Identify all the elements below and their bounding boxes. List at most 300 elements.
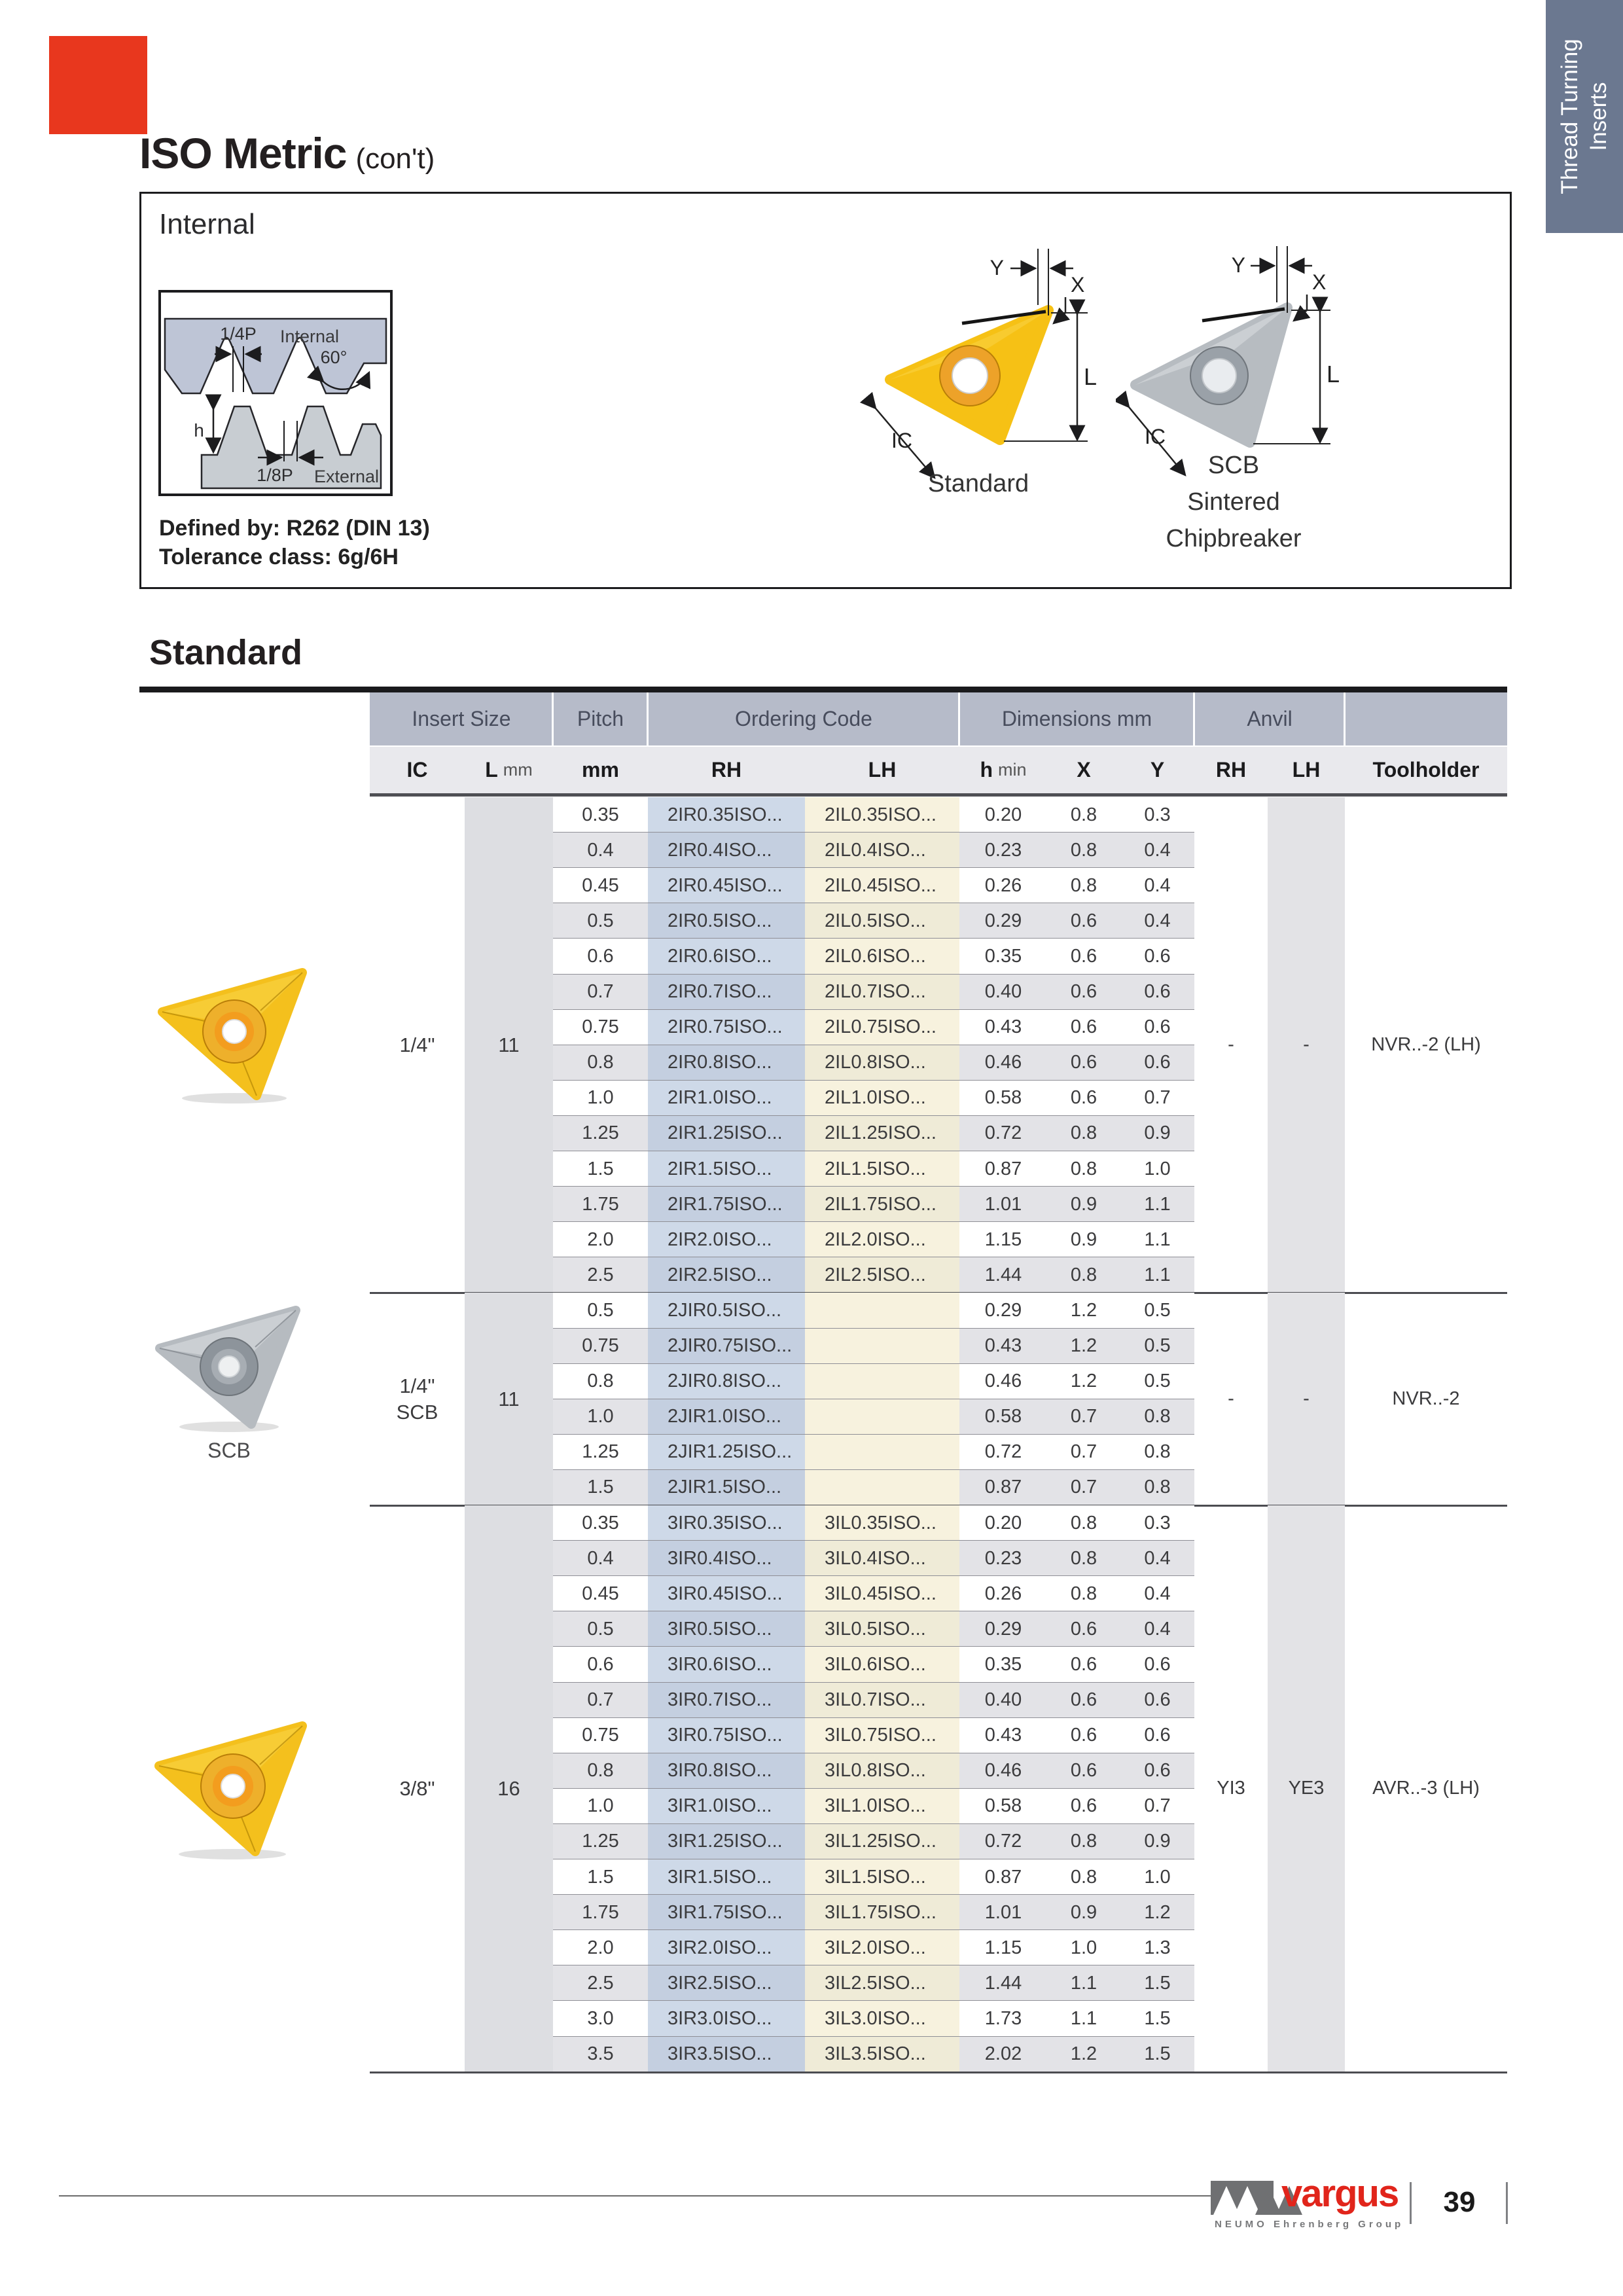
- cell-ordering-code-rh: 3IR2.0ISO...: [648, 1930, 805, 1965]
- group-anvil-lh: -: [1268, 1293, 1345, 1505]
- group-anvil-rh: -: [1228, 1388, 1234, 1410]
- column-group-header: Anvil: [1247, 707, 1293, 730]
- dim-label-x: X: [1071, 273, 1085, 296]
- cell-ordering-code-lh: 3IL0.35ISO...: [805, 1505, 959, 1541]
- cell-y: 0.4: [1120, 1541, 1194, 1576]
- cell-ordering-code-lh: 2IL0.7ISO...: [805, 975, 959, 1010]
- cell-ordering-code-lh: 3IL2.0ISO...: [805, 1930, 959, 1965]
- cell-y: 0.8: [1120, 1470, 1194, 1505]
- cell-y: 0.6: [1120, 1683, 1194, 1718]
- page-number-divider-right: [1506, 2182, 1508, 2224]
- column-header-h: [959, 747, 1047, 793]
- page-number: 39: [1443, 2186, 1476, 2218]
- group-ic-value: 1/4": [399, 1374, 435, 1397]
- cell-pitch: 2.5: [553, 1965, 648, 2001]
- cell-x: 0.8: [1047, 1576, 1120, 1611]
- column-header-label: Toolholder: [1372, 758, 1480, 781]
- cell-ordering-code-lh: 3IL0.6ISO...: [805, 1647, 959, 1682]
- cell-pitch: 0.75: [553, 1718, 648, 1753]
- cell-ordering-code-rh: 2IR0.75ISO...: [648, 1010, 805, 1045]
- insert-photo-standard-threeeighths: [147, 1700, 321, 1861]
- cell-h-min: 0.23: [959, 833, 1047, 868]
- header-divider: [552, 692, 554, 745]
- column-group-header: Ordering Code: [735, 707, 872, 730]
- cell-x: 0.8: [1047, 1151, 1120, 1187]
- cell-x: 0.7: [1047, 1399, 1120, 1435]
- column-header-unit: mm: [503, 760, 533, 780]
- cell-ordering-code-lh: 2IL0.35ISO...: [805, 797, 959, 833]
- cell-h-min: 0.23: [959, 1541, 1047, 1576]
- cell-ordering-code-rh: 3IR0.5ISO...: [648, 1611, 805, 1647]
- defined-by-text: Defined by: R262 (DIN 13): [159, 516, 430, 541]
- group-ic-value: 3/8": [399, 1776, 435, 1800]
- cell-h-min: 2.02: [959, 2037, 1047, 2072]
- cell-ordering-code-rh: 2JIR0.8ISO...: [648, 1364, 805, 1399]
- standard-insert-caption: Standard: [927, 470, 1029, 497]
- column-header-label: RH: [711, 758, 742, 781]
- dim-label-y: Y: [1231, 253, 1245, 277]
- cell-x: 0.6: [1047, 1081, 1120, 1116]
- cell-ordering-code-lh: [805, 1329, 959, 1364]
- scb-insert-diagram: [1116, 236, 1351, 484]
- cell-ordering-code-lh: 3IL3.5ISO...: [805, 2037, 959, 2072]
- cell-h-min: 0.40: [959, 1683, 1047, 1718]
- cell-ordering-code-lh: 3IL1.5ISO...: [805, 1859, 959, 1895]
- cell-y: 0.7: [1120, 1081, 1194, 1116]
- group-insert-size: [370, 1293, 465, 1505]
- cell-ordering-code-lh: 3IL1.0ISO...: [805, 1789, 959, 1824]
- cell-h-min: 0.35: [959, 939, 1047, 974]
- cell-y: 0.6: [1120, 975, 1194, 1010]
- cell-ordering-code-rh: 2IR0.35ISO...: [648, 797, 805, 833]
- cell-y: 1.3: [1120, 1930, 1194, 1965]
- cell-h-min: 0.72: [959, 1824, 1047, 1859]
- cell-h-min: 1.01: [959, 1187, 1047, 1222]
- cell-ordering-code-lh: 3IL2.5ISO...: [805, 1965, 959, 2001]
- cell-x: 0.6: [1047, 903, 1120, 939]
- cell-h-min: 0.26: [959, 868, 1047, 903]
- cell-ordering-code-lh: 2IL1.75ISO...: [805, 1187, 959, 1222]
- cell-ordering-code-rh: 2JIR1.5ISO...: [648, 1470, 805, 1505]
- cell-ordering-code-lh: 2IL1.5ISO...: [805, 1151, 959, 1187]
- cell-h-min: 0.35: [959, 1647, 1047, 1682]
- cell-pitch: 1.5: [553, 1151, 648, 1187]
- cell-y: 0.4: [1120, 1576, 1194, 1611]
- cell-h-min: 0.29: [959, 1611, 1047, 1647]
- cell-x: 1.2: [1047, 1364, 1120, 1399]
- cell-y: 0.6: [1120, 1647, 1194, 1682]
- cell-ordering-code-rh: 2JIR1.0ISO...: [648, 1399, 805, 1435]
- cell-pitch: 0.5: [553, 903, 648, 939]
- group-l-value: 11: [465, 1293, 553, 1505]
- cell-ordering-code-rh: 2IR2.5ISO...: [648, 1257, 805, 1293]
- cell-ordering-code-lh: 3IL0.8ISO...: [805, 1753, 959, 1789]
- cell-pitch: 1.25: [553, 1824, 648, 1859]
- cell-h-min: 0.87: [959, 1859, 1047, 1895]
- cell-pitch: 0.8: [553, 1364, 648, 1399]
- cell-y: 0.6: [1120, 1753, 1194, 1789]
- cell-h-min: 0.43: [959, 1010, 1047, 1045]
- column-header-label: Y: [1150, 758, 1165, 781]
- cell-h-min: 0.29: [959, 1293, 1047, 1328]
- cell-ordering-code-lh: 2IL0.45ISO...: [805, 868, 959, 903]
- cell-ordering-code-rh: 3IR1.5ISO...: [648, 1859, 805, 1895]
- cell-y: 0.8: [1120, 1399, 1194, 1435]
- cell-x: 0.8: [1047, 797, 1120, 833]
- cell-x: 1.1: [1047, 1965, 1120, 2001]
- cell-x: 1.0: [1047, 1930, 1120, 1965]
- cell-pitch: 0.75: [553, 1329, 648, 1364]
- header-divider: [647, 692, 649, 745]
- cell-h-min: 1.44: [959, 1257, 1047, 1293]
- side-tab-text: [1546, 0, 1623, 233]
- cell-h-min: 1.73: [959, 2001, 1047, 2036]
- cell-ordering-code-lh: 2IL0.6ISO...: [805, 939, 959, 974]
- cell-ordering-code-rh: 2JIR0.5ISO...: [648, 1293, 805, 1328]
- cell-h-min: 0.58: [959, 1789, 1047, 1824]
- column-header-label: LH: [868, 758, 897, 781]
- group-insert-size: [370, 1505, 465, 2072]
- page-number-divider-left: [1410, 2182, 1412, 2224]
- page-title-suffix: (con't): [355, 143, 435, 175]
- cell-ordering-code-lh: 3IL0.5ISO...: [805, 1611, 959, 1647]
- cell-ordering-code-lh: 3IL0.75ISO...: [805, 1718, 959, 1753]
- column-header-lh: [805, 747, 959, 793]
- side-tab-thread-turning-inserts: [1546, 0, 1623, 233]
- group-toolholder: NVR..-2: [1392, 1388, 1460, 1410]
- group-anvil-lh: -: [1268, 797, 1345, 1293]
- cell-y: 0.6: [1120, 1010, 1194, 1045]
- cell-x: 0.7: [1047, 1470, 1120, 1505]
- cell-x: 0.6: [1047, 1010, 1120, 1045]
- cell-pitch: 1.5: [553, 1859, 648, 1895]
- cell-h-min: 0.58: [959, 1081, 1047, 1116]
- cell-x: 0.8: [1047, 1505, 1120, 1541]
- vargus-brand-subtext: NEUMO Ehrenberg Group: [1215, 2219, 1404, 2230]
- cell-ordering-code-rh: 3IR0.35ISO...: [648, 1505, 805, 1541]
- cell-pitch: 0.75: [553, 1010, 648, 1045]
- column-header-label: X: [1077, 758, 1091, 781]
- cell-y: 1.5: [1120, 2037, 1194, 2072]
- insert-photo-standard-quarter: [151, 948, 321, 1105]
- cell-pitch: 0.7: [553, 975, 648, 1010]
- group-anvil-lh: YE3: [1268, 1505, 1345, 2072]
- cell-ordering-code-lh: [805, 1470, 959, 1505]
- cell-y: 0.4: [1120, 903, 1194, 939]
- cell-ordering-code-rh: 2IR1.25ISO...: [648, 1116, 805, 1151]
- group-l-value: 16: [465, 1505, 553, 2072]
- cell-ordering-code-rh: 2IR0.5ISO...: [648, 903, 805, 939]
- cell-h-min: 0.87: [959, 1470, 1047, 1505]
- cell-h-min: 0.46: [959, 1045, 1047, 1081]
- label-internal: Internal: [280, 327, 340, 346]
- cell-x: 1.2: [1047, 1293, 1120, 1328]
- column-header-anvil_lh: [1268, 747, 1345, 793]
- column-header-label: RH: [1215, 758, 1247, 781]
- cell-x: 0.9: [1047, 1187, 1120, 1222]
- cell-ordering-code-lh: [805, 1364, 959, 1399]
- cell-ordering-code-lh: 3IL0.45ISO...: [805, 1576, 959, 1611]
- cell-h-min: 1.15: [959, 1930, 1047, 1965]
- cell-ordering-code-lh: 3IL0.4ISO...: [805, 1541, 959, 1576]
- cell-y: 0.5: [1120, 1293, 1194, 1328]
- side-tab-line2: Inserts: [1586, 82, 1611, 151]
- cell-ordering-code-rh: 3IR0.7ISO...: [648, 1683, 805, 1718]
- cell-pitch: 0.6: [553, 1647, 648, 1682]
- cell-pitch: 0.35: [553, 797, 648, 833]
- cell-ordering-code-rh: 2IR0.45ISO...: [648, 868, 805, 903]
- cell-ordering-code-lh: 2IL2.5ISO...: [805, 1257, 959, 1293]
- cell-ordering-code-rh: 3IR0.8ISO...: [648, 1753, 805, 1789]
- cell-h-min: 0.87: [959, 1151, 1047, 1187]
- cell-pitch: 2.0: [553, 1222, 648, 1257]
- cell-ordering-code-rh: 3IR3.5ISO...: [648, 2037, 805, 2072]
- column-header-label: L: [485, 758, 498, 781]
- cell-pitch: 0.7: [553, 1683, 648, 1718]
- table-top-rule: [139, 687, 1507, 692]
- cell-pitch: 2.5: [553, 1257, 648, 1293]
- cell-x: 1.2: [1047, 2037, 1120, 2072]
- cell-x: 0.8: [1047, 1859, 1120, 1895]
- cell-y: 0.6: [1120, 939, 1194, 974]
- column-header-ic: [370, 747, 465, 793]
- cell-pitch: 1.75: [553, 1187, 648, 1222]
- cell-x: 1.1: [1047, 2001, 1120, 2036]
- cell-x: 0.6: [1047, 975, 1120, 1010]
- cell-ordering-code-rh: 2IR0.4ISO...: [648, 833, 805, 868]
- cell-ordering-code-rh: 3IR1.75ISO...: [648, 1895, 805, 1930]
- column-group-header: Pitch: [577, 707, 624, 730]
- cell-x: 0.6: [1047, 1718, 1120, 1753]
- dim-label-ic: IC: [891, 429, 912, 452]
- cell-y: 0.9: [1120, 1824, 1194, 1859]
- thread-profile-diagram: [158, 290, 393, 496]
- cell-pitch: 0.6: [553, 939, 648, 974]
- column-group-header: Insert Size: [412, 707, 511, 730]
- label-h: h: [194, 420, 204, 440]
- cell-y: 0.4: [1120, 868, 1194, 903]
- cell-x: 0.7: [1047, 1435, 1120, 1470]
- insert-photo-scb: [149, 1288, 313, 1432]
- group-ic-qualifier: SCB: [396, 1400, 438, 1424]
- cell-x: 0.6: [1047, 1611, 1120, 1647]
- cell-x: 0.8: [1047, 1116, 1120, 1151]
- cell-ordering-code-rh: 2JIR1.25ISO...: [648, 1435, 805, 1470]
- header-divider: [958, 692, 960, 745]
- cell-ordering-code-rh: 3IR0.6ISO...: [648, 1647, 805, 1682]
- cell-x: 0.8: [1047, 1257, 1120, 1293]
- cell-pitch: 1.75: [553, 1895, 648, 1930]
- column-header-label: IC: [406, 758, 428, 781]
- footer-rule: [59, 2195, 1215, 2197]
- dim-label-x: X: [1312, 270, 1327, 294]
- corner-accent-square: [49, 36, 147, 134]
- group-insert-size: [370, 797, 465, 1293]
- label-quarter-pitch: 1/4P: [220, 324, 257, 344]
- cell-x: 0.9: [1047, 1222, 1120, 1257]
- column-header-label: mm: [582, 758, 619, 781]
- cell-y: 0.4: [1120, 833, 1194, 868]
- cell-pitch: 0.5: [553, 1293, 648, 1328]
- cell-ordering-code-rh: 3IR0.75ISO...: [648, 1718, 805, 1753]
- column-header-y: [1120, 747, 1194, 793]
- page-title: [139, 128, 435, 178]
- cell-ordering-code-lh: 2IL0.5ISO...: [805, 903, 959, 939]
- scb-caption-line1: SCB: [1207, 452, 1260, 479]
- dim-label-l: L: [1084, 363, 1097, 390]
- cell-ordering-code-rh: 2IR1.75ISO...: [648, 1187, 805, 1222]
- cell-pitch: 1.0: [553, 1081, 648, 1116]
- group-toolholder: NVR..-2 (LH): [1371, 1034, 1481, 1056]
- cell-y: 0.8: [1120, 1435, 1194, 1470]
- cell-y: 0.9: [1120, 1116, 1194, 1151]
- cell-y: 0.4: [1120, 1611, 1194, 1647]
- cell-pitch: 3.5: [553, 2037, 648, 2072]
- cell-pitch: 0.8: [553, 1753, 648, 1789]
- cell-y: 1.0: [1120, 1151, 1194, 1187]
- insert-photo-scb-caption: SCB: [207, 1439, 251, 1462]
- cell-h-min: 0.46: [959, 1364, 1047, 1399]
- cell-ordering-code-lh: 3IL0.7ISO...: [805, 1683, 959, 1718]
- cell-pitch: 1.25: [553, 1116, 648, 1151]
- cell-ordering-code-lh: [805, 1399, 959, 1435]
- cell-pitch: 0.8: [553, 1045, 648, 1081]
- cell-h-min: 1.44: [959, 1965, 1047, 2001]
- column-header-label: h: [980, 758, 993, 781]
- label-external: External: [314, 467, 380, 486]
- cell-h-min: 0.43: [959, 1329, 1047, 1364]
- cell-ordering-code-lh: 2IL0.8ISO...: [805, 1045, 959, 1081]
- dim-label-y: Y: [990, 256, 1004, 279]
- cell-y: 0.3: [1120, 1505, 1194, 1541]
- cell-y: 1.5: [1120, 2001, 1194, 2036]
- cell-ordering-code-rh: 2JIR0.75ISO...: [648, 1329, 805, 1364]
- cell-x: 0.8: [1047, 833, 1120, 868]
- cell-ordering-code-rh: 3IR1.25ISO...: [648, 1824, 805, 1859]
- cell-ordering-code-lh: [805, 1293, 959, 1328]
- cell-ordering-code-lh: 2IL1.0ISO...: [805, 1081, 959, 1116]
- cell-y: 0.7: [1120, 1789, 1194, 1824]
- tolerance-class-text: Tolerance class: 6g/6H: [159, 545, 399, 569]
- column-group-header: Dimensions mm: [1001, 707, 1152, 730]
- scb-caption-line2: Sintered: [1187, 488, 1280, 516]
- cell-h-min: 0.20: [959, 1505, 1047, 1541]
- cell-ordering-code-lh: 2IL2.0ISO...: [805, 1222, 959, 1257]
- page-title-main: ISO Metric: [139, 129, 347, 177]
- cell-h-min: 0.46: [959, 1753, 1047, 1789]
- cell-pitch: 0.5: [553, 1611, 648, 1647]
- cell-x: 0.6: [1047, 939, 1120, 974]
- cell-ordering-code-rh: 2IR0.7ISO...: [648, 975, 805, 1010]
- cell-y: 0.6: [1120, 1718, 1194, 1753]
- column-header-rh: [648, 747, 805, 793]
- cell-h-min: 0.26: [959, 1576, 1047, 1611]
- cell-ordering-code-rh: 2IR2.0ISO...: [648, 1222, 805, 1257]
- internal-heading: Internal: [159, 208, 255, 240]
- cell-y: 1.1: [1120, 1222, 1194, 1257]
- cell-h-min: 0.72: [959, 1435, 1047, 1470]
- cell-pitch: 3.0: [553, 2001, 648, 2036]
- cell-ordering-code-lh: 3IL1.25ISO...: [805, 1824, 959, 1859]
- vargus-brand-text: vargus: [1281, 2172, 1399, 2215]
- cell-x: 0.6: [1047, 1789, 1120, 1824]
- column-header-pitch: [553, 747, 648, 793]
- group-anvil-rh: YI3: [1217, 1778, 1245, 1799]
- cell-ordering-code-rh: 3IR0.45ISO...: [648, 1576, 805, 1611]
- cell-x: 0.6: [1047, 1753, 1120, 1789]
- cell-y: 0.6: [1120, 1045, 1194, 1081]
- cell-y: 0.3: [1120, 797, 1194, 833]
- cell-ordering-code-rh: 3IR0.4ISO...: [648, 1541, 805, 1576]
- cell-y: 1.1: [1120, 1257, 1194, 1293]
- cell-ordering-code-lh: 3IL3.0ISO...: [805, 2001, 959, 2036]
- cell-h-min: 0.58: [959, 1399, 1047, 1435]
- cell-ordering-code-rh: 3IR3.0ISO...: [648, 2001, 805, 2036]
- cell-x: 0.6: [1047, 1045, 1120, 1081]
- side-tab-line1: Thread Turning: [1557, 39, 1582, 194]
- column-header-anvil_rh: [1194, 747, 1268, 793]
- column-header-x: [1047, 747, 1120, 793]
- section-heading: Standard: [149, 633, 303, 672]
- cell-pitch: 0.45: [553, 868, 648, 903]
- cell-pitch: 1.0: [553, 1399, 648, 1435]
- column-header-l: [465, 747, 553, 793]
- cell-y: 0.5: [1120, 1329, 1194, 1364]
- internal-thread-shape: [165, 319, 386, 393]
- scb-caption-line3: Chipbreaker: [1166, 525, 1302, 552]
- cell-pitch: 2.0: [553, 1930, 648, 1965]
- cell-h-min: 0.43: [959, 1718, 1047, 1753]
- dim-label-l: L: [1327, 361, 1340, 387]
- cell-ordering-code-rh: 2IR1.5ISO...: [648, 1151, 805, 1187]
- cell-ordering-code-lh: 2IL1.25ISO...: [805, 1116, 959, 1151]
- column-header-unit: min: [998, 760, 1027, 780]
- cell-pitch: 0.4: [553, 833, 648, 868]
- cell-h-min: 0.72: [959, 1116, 1047, 1151]
- cell-h-min: 1.01: [959, 1895, 1047, 1930]
- cell-h-min: 1.15: [959, 1222, 1047, 1257]
- group-toolholder: AVR..-3 (LH): [1372, 1778, 1480, 1799]
- cell-ordering-code-rh: 2IR0.8ISO...: [648, 1045, 805, 1081]
- cell-ordering-code-lh: [805, 1435, 959, 1470]
- group-anvil-rh: -: [1228, 1034, 1234, 1056]
- cell-pitch: 1.5: [553, 1470, 648, 1505]
- cell-h-min: 0.20: [959, 797, 1047, 833]
- cell-y: 1.0: [1120, 1859, 1194, 1895]
- cell-y: 1.2: [1120, 1895, 1194, 1930]
- cell-ordering-code-rh: 2IR1.0ISO...: [648, 1081, 805, 1116]
- cell-ordering-code-rh: 2IR0.6ISO...: [648, 939, 805, 974]
- column-header-label: LH: [1292, 758, 1321, 781]
- header-divider: [1344, 692, 1346, 745]
- cell-x: 0.6: [1047, 1683, 1120, 1718]
- group-ic-value: 1/4": [399, 1033, 435, 1056]
- cell-pitch: 1.25: [553, 1435, 648, 1470]
- cell-y: 1.1: [1120, 1187, 1194, 1222]
- cell-pitch: 1.0: [553, 1789, 648, 1824]
- cell-x: 0.8: [1047, 1824, 1120, 1859]
- cell-x: 0.6: [1047, 1647, 1120, 1682]
- label-60deg: 60°: [320, 348, 348, 367]
- dim-label-ic: IC: [1145, 425, 1166, 448]
- column-header-toolholder: [1345, 747, 1507, 793]
- table-bottom-rule: [370, 2072, 1507, 2073]
- cell-ordering-code-lh: 2IL0.4ISO...: [805, 833, 959, 868]
- label-eighth-pitch: 1/8P: [257, 465, 293, 485]
- cell-ordering-code-rh: 3IR2.5ISO...: [648, 1965, 805, 2001]
- group-l-value: 11: [465, 797, 553, 1293]
- standard-insert-diagram: [857, 237, 1099, 495]
